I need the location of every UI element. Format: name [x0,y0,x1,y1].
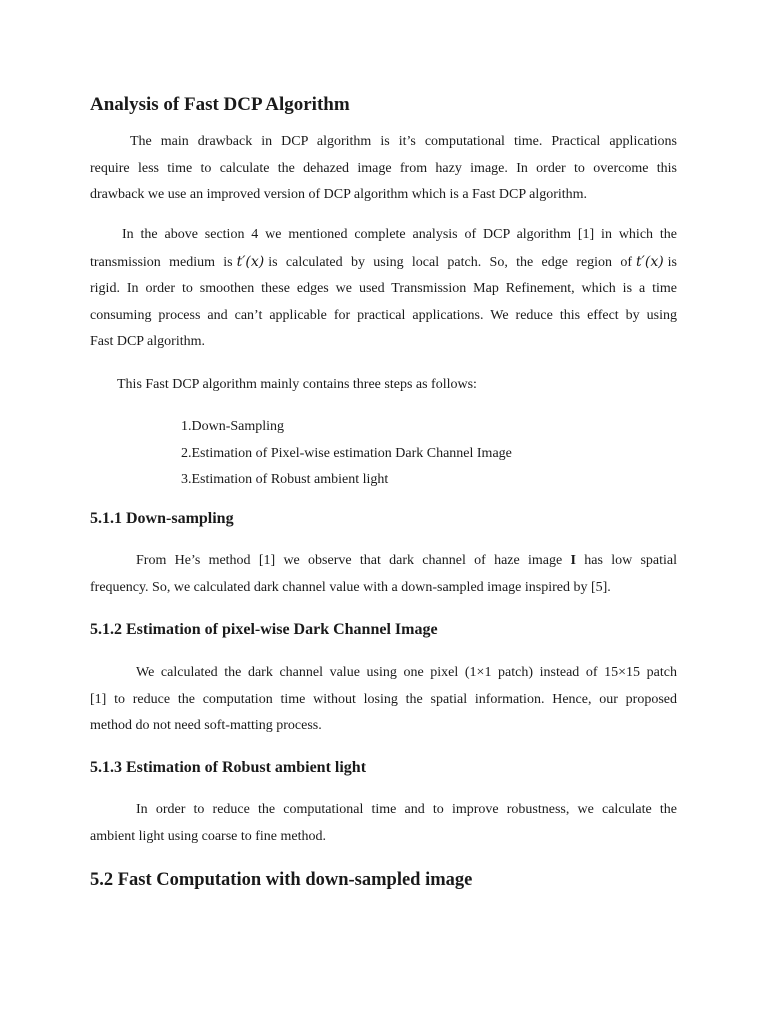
math-symbol: I [570,553,576,568]
paragraph-line: In order to reduce the computational time and to improve robustness, we calculate the [136,802,677,817]
paragraph-line: frequency. So, we calculated dark channel value with a down-sampled image inspired by [5]. [90,579,611,595]
paragraph-line-with-math [90,249,677,277]
paragraph-line: In the above section 4 we mentioned complete analysis of DCP algorithm [1] in which the [122,227,677,242]
section-4-paragraph [90,222,677,356]
math-expression: t′(x) [636,253,664,270]
paragraph-line: ambient light using coarse to fine method. [90,828,327,844]
section-paragraph [90,660,677,740]
page-title: Analysis of Fast DCP Algorithm [90,94,350,115]
paragraph-line: This Fast DCP algorithm mainly contains three steps as follows: [117,377,477,392]
paragraph-line: require less time to calculate the dehazed image from hazy image. In order to overcome this [90,160,677,176]
paragraph-line: The main drawback in DCP algorithm is it’s computational time. Practical applications [130,134,677,149]
text-fragment: transmission medium is [90,254,233,270]
section-heading: 5.1.1 Down-sampling [90,510,234,527]
paragraph-line: drawback we use an improved version of DCP algorithm which is a Fast DCP algorithm. [90,187,588,202]
section-paragraph [90,548,677,601]
section-heading: 5.1.3 Estimation of Robust ambient light [90,759,367,776]
paragraph-line: consuming process and can’t applicable for practical applications. We reduce this effect by using [90,307,677,323]
steps-list [181,414,512,494]
paragraph-line: We calculated the dark channel value using one pixel (1×1 patch) instead of 15×15 patch [136,665,677,680]
paragraph-line: method do not need soft-matting process. [90,718,322,733]
text-fragment: has low spatial [584,553,678,568]
paragraph-line: [1] to reduce the computation time without losing the spatial information. Hence, our proposed [90,691,677,707]
paragraph-line: rigid. In order to smoothen these edges we used Transmission Map Refinement, which is a time [90,281,677,296]
paragraph-line: Fast DCP algorithm. [90,334,205,349]
section-heading: 5.1.2 Estimation of pixel-wise Dark Channel Image [90,621,438,638]
math-expression: t′(x) [236,253,265,270]
paragraph-line-with-symbol [90,548,677,575]
text-fragment: is calculated by using local patch. So, the edge region of [268,254,633,270]
text-fragment: is [667,254,678,270]
section-paragraph [90,797,677,850]
text-fragment: From He’s method [1] we observe that dark channel of haze image [136,553,563,568]
list-item: 1.Down-Sampling [181,419,285,434]
section-heading: 5.2 Fast Computation with down-sampled image [90,870,473,890]
intro-paragraph [90,129,677,209]
list-item: 3.Estimation of Robust ambient light [181,472,389,487]
steps-intro [90,372,677,399]
list-item: 2.Estimation of Pixel-wise estimation Dark Channel Image [181,445,512,461]
